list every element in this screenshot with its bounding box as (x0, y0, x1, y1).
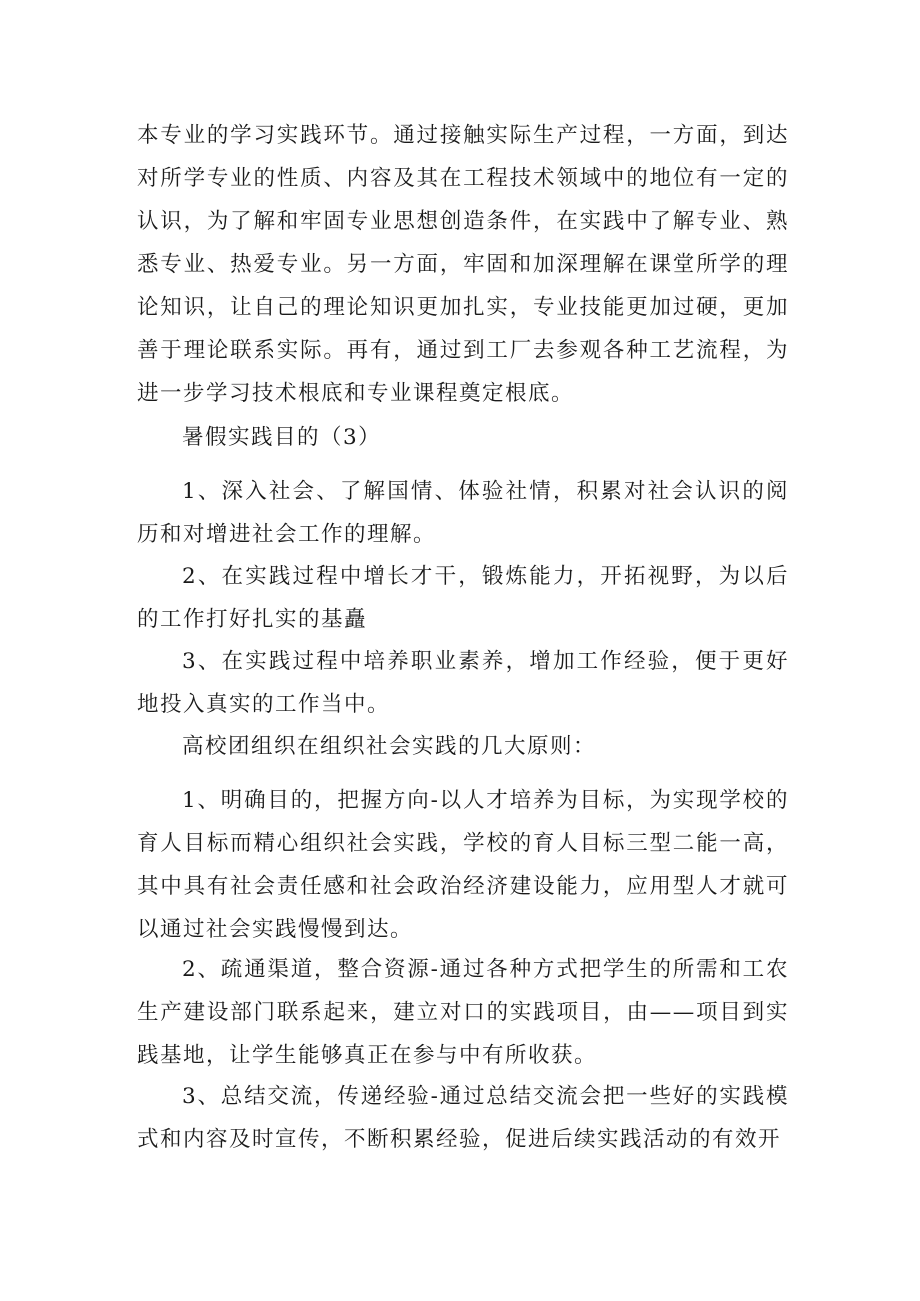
paragraph-continuation: 本专业的学习实践环节。通过接触实际生产过程，一方面，到达对所学专业的性质、内容及其在工程技术领域中的地位有一定的认识，为了解和牢固专业思想创造条件，在实践中了解专业、熟悉专业、热爱专业。另一方面，牢固和加深理解在课堂所学的理论知识，让自己的理论知识更加扎实，专业技能更加过硬，更加善于理论联系实际。再有，通过到工厂去参观各种工艺流程，为进一步学习技术根底和专业课程奠定根底。 (137, 123, 789, 406)
section-heading-practice-purpose: 暑假实践目的（3） (182, 425, 382, 450)
section-heading-principles: 高校团组织在组织社会实践的几大原则： (182, 734, 597, 759)
paragraph-purpose-3: 3、在实践过程中培养职业素养，增加工作经验，便于更好地投入真实的工作当中。 (137, 649, 789, 717)
paragraph-principle-2: 2、疏通渠道，整合资源-通过各种方式把学生的所需和工农生产建设部门联系起来，建立对口的实践项目，由——项目到实践基地，让学生能够真正在参与中有所收获。 (137, 957, 789, 1068)
paragraph-purpose-2: 2、在实践过程中增长才干，锻炼能力，开拓视野，为以后的工作打好扎实的基矗 (137, 564, 789, 632)
paragraph-principle-1: 1、明确目的，把握方向-以人才培养为目标，为实现学校的育人目标而精心组织社会实践，学校的育人目标三型二能一高，其中具有社会责任感和社会政治经济建设能力，应用型人才就可以通过社会实践慢慢到达。 (137, 788, 789, 942)
paragraph-purpose-1: 1、深入社会、了解国情、体验社情，积累对社会认识的阅历和对增进社会工作的理解。 (137, 479, 789, 547)
paragraph-principle-3: 3、总结交流，传递经验-通过总结交流会把一些好的实践模式和内容及时宣传，不断积累经验，促进后续实践活动的有效开 (137, 1084, 789, 1152)
